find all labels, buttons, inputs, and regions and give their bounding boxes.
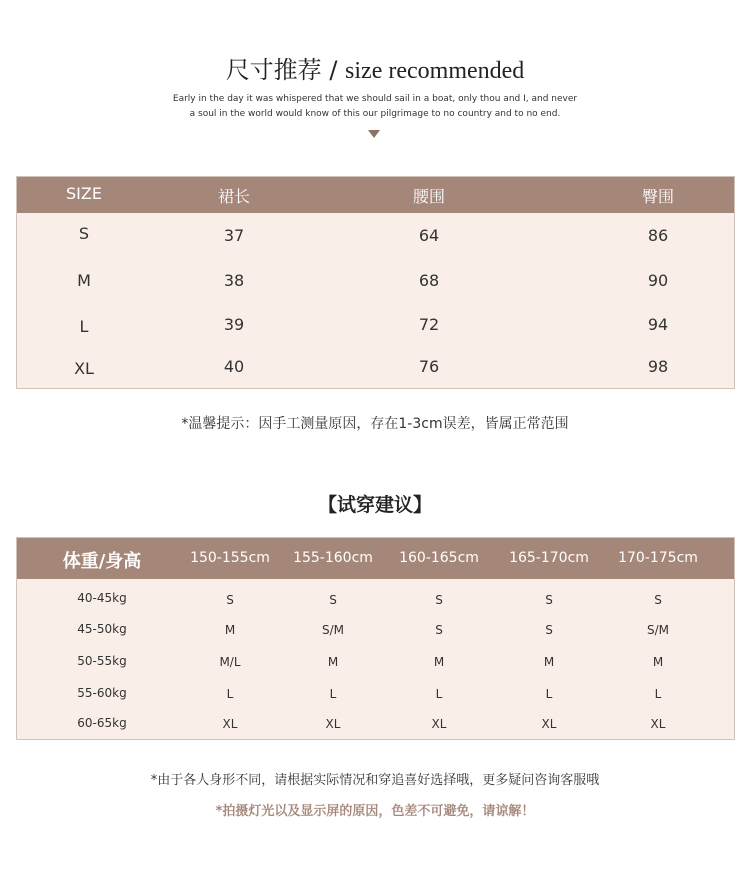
weight-cell: 40-45kg — [77, 591, 127, 605]
fit-cell: M — [543, 655, 555, 669]
title-cn: 尺寸推荐 / — [225, 56, 338, 84]
length-cell: 38 — [223, 271, 245, 290]
page-title — [0, 50, 750, 85]
length-cell: 37 — [223, 226, 245, 245]
header-hip: 臀围 — [641, 187, 674, 206]
size-cell: S — [78, 224, 90, 243]
header-height-col: 160-165cm — [399, 550, 479, 566]
fit-cell: M — [327, 655, 339, 669]
weight-cell: 60-65kg — [77, 716, 127, 730]
fit-cell: M — [652, 655, 664, 669]
waist-cell: 64 — [418, 226, 440, 245]
weight-cell: 45-50kg — [77, 622, 127, 636]
hip-cell: 98 — [647, 357, 669, 376]
header-height-col: 165-170cm — [509, 550, 589, 566]
weight-cell: 50-55kg — [77, 654, 127, 668]
size-cell: L — [79, 317, 89, 336]
header-waist: 腰围 — [412, 187, 445, 206]
fit-cell: S/M — [646, 623, 669, 637]
down-triangle-icon — [368, 130, 380, 138]
size-cell: XL — [74, 359, 94, 378]
fit-note: *由于各人身形不同，请根据实际情况和穿追喜好选择哦，更多疑问咨询客服哦 — [150, 773, 600, 788]
fit-cell: L — [654, 687, 662, 701]
fit-cell: L — [545, 687, 553, 701]
size-table — [16, 176, 735, 389]
title-en: size recommended — [345, 58, 525, 84]
fit-cell: M — [224, 623, 236, 637]
waist-cell: 72 — [418, 315, 440, 334]
header-size: SIZE — [66, 184, 102, 203]
weight-cell: 55-60kg — [77, 686, 127, 700]
measurement-note: *温馨提示：因手工测量原因，存在1-3cm误差，皆属正常范围 — [181, 416, 569, 432]
header-weight-height: 体重/身高 — [62, 551, 142, 572]
subtitle — [0, 92, 750, 122]
header-length: 裙长 — [217, 187, 250, 206]
subtitle-line-1: Early in the day it was whispered that we should sail in a boat, only thou and I, and never — [172, 94, 578, 104]
size-table-header — [17, 177, 734, 213]
size-cell: M — [77, 271, 91, 290]
fit-table — [16, 537, 735, 740]
header-height-col: 155-160cm — [293, 550, 373, 566]
hip-cell: 90 — [647, 271, 669, 290]
fit-table-header — [17, 538, 734, 579]
subtitle-line-2: a soul in the world would know of this our pilgrimage to no country and to no end. — [189, 109, 561, 119]
fit-cell: S — [545, 593, 553, 607]
section-title: 【试穿建议】 — [317, 494, 432, 516]
length-cell: 40 — [223, 357, 245, 376]
fit-cell: XL — [325, 717, 341, 731]
fit-cell: L — [435, 687, 443, 701]
fit-cell: XL — [650, 717, 666, 731]
fit-cell: S — [654, 593, 662, 607]
fit-cell: XL — [431, 717, 447, 731]
fit-cell: M/L — [219, 655, 241, 669]
fit-cell: S — [545, 623, 553, 637]
header-height-col: 170-175cm — [618, 550, 698, 566]
hip-cell: 86 — [647, 226, 669, 245]
hip-cell: 94 — [647, 315, 669, 334]
fit-cell: L — [329, 687, 337, 701]
fit-cell: XL — [222, 717, 238, 731]
fit-cell: M — [433, 655, 445, 669]
fit-cell: L — [226, 687, 234, 701]
length-cell: 39 — [223, 315, 245, 334]
waist-cell: 68 — [418, 271, 440, 290]
header-height-col: 150-155cm — [190, 550, 270, 566]
fit-cell: XL — [541, 717, 557, 731]
fit-cell: S — [226, 593, 234, 607]
fit-cell: S — [435, 623, 443, 637]
waist-cell: 76 — [418, 357, 440, 376]
fit-cell: S/M — [321, 623, 344, 637]
color-note: *拍摄灯光以及显示屏的原因，色差不可避免，请谅解！ — [215, 804, 535, 819]
fit-cell: S — [329, 593, 337, 607]
fit-cell: S — [435, 593, 443, 607]
